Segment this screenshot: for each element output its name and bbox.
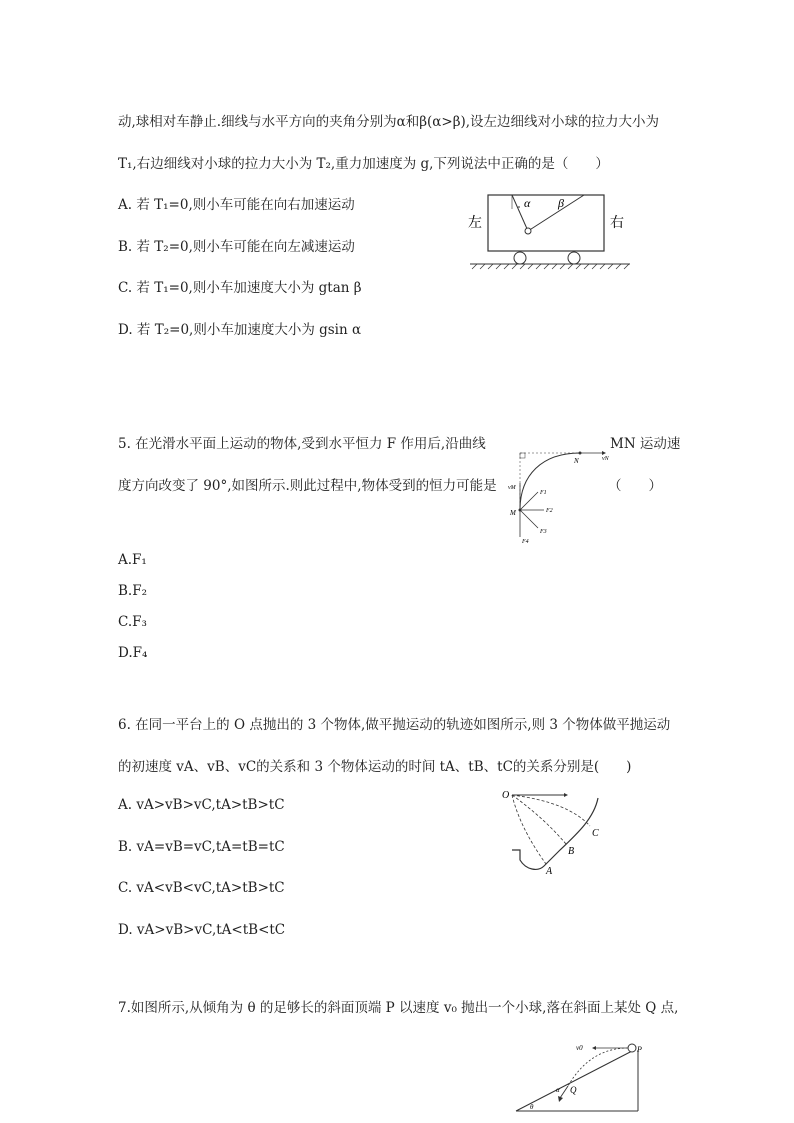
q6-option-a: A. vA>vB>vC,tA>tB>tC <box>118 797 285 813</box>
left-label: 左 <box>468 216 482 231</box>
v0-arrowhead <box>592 1046 596 1050</box>
q4-stem-line1: 动,球相对车静止.细线与水平方向的夹角分别为α和β(α>β),设左边细线对小球的拉力大小为 <box>118 114 660 130</box>
vn-arrowhead <box>602 451 606 455</box>
q5-option-c: C.F₃ <box>118 614 147 630</box>
q7-stem-line1: 7.如图所示,从倾角为 θ 的足够长的斜面顶端 P 以速度 v₀ 抛出一个小球,落在斜面上某处 Q 点, <box>118 1000 679 1016</box>
label-b: B <box>568 846 575 857</box>
q5-stem-line1a: 5. 在光滑水平面上运动的物体,受到水平恒力 F 作用后,沿曲线 <box>118 436 486 452</box>
q7-incline-figure <box>510 1036 650 1116</box>
label-f3: F3 <box>540 529 547 535</box>
q5-stem-line2a: 度方向改变了 90°,如图所示.则此过程中,物体受到的恒力可能是 <box>118 478 497 494</box>
trajectory-dash <box>568 1048 628 1086</box>
ball <box>525 228 531 234</box>
velocity-arrowhead <box>564 793 568 797</box>
label-theta: θ <box>530 1103 534 1111</box>
alpha-label: α <box>524 196 531 210</box>
q6-trajectory-figure <box>498 788 610 876</box>
label-f2: F2 <box>546 508 553 514</box>
label-vn: vN <box>602 456 609 462</box>
label-f1: F1 <box>540 490 547 496</box>
q5-option-b: B.F₂ <box>118 583 147 599</box>
q6-stem-line1: 6. 在同一平台上的 O 点抛出的 3 个物体,做平抛运动的轨迹如图所示,则 3 个物体做平抛运动 <box>118 717 671 733</box>
q4-option-a: A. 若 T₁=0,则小车可能在向右加速运动 <box>118 197 355 213</box>
right-angle-mark <box>520 453 525 458</box>
label-f4: F4 <box>522 539 529 545</box>
q5-option-a: A.F₁ <box>118 552 147 568</box>
wheel-left <box>514 252 526 264</box>
label-c: C <box>592 828 599 839</box>
label-q: Q <box>570 1085 577 1095</box>
incline-slope <box>516 1050 634 1111</box>
path-c <box>512 795 590 826</box>
f1-arrow <box>520 492 538 510</box>
label-o: O <box>502 790 510 801</box>
q6-option-b: B. vA=vB=vC,tA=tB=tC <box>118 839 285 855</box>
label-v0: v0 <box>576 1044 583 1052</box>
q6-option-c: C. vA<vB<vC,tA>tB>tC <box>118 880 285 896</box>
label-vm: vM <box>508 485 516 491</box>
q5-stem-line2b: （ ） <box>608 478 662 494</box>
right-string <box>528 195 584 231</box>
q4-option-c: C. 若 T₁=0,则小车加速度大小为 gtan β <box>118 280 362 296</box>
right-label: 右 <box>610 216 624 231</box>
label-a: A <box>546 866 553 876</box>
cart-body <box>488 195 604 251</box>
ball-p <box>628 1044 636 1052</box>
terrain-curve <box>512 798 598 869</box>
q5-option-d: D.F₄ <box>118 645 148 661</box>
q4-option-d: D. 若 T₂=0,则小车加速度大小为 gsin α <box>118 322 362 338</box>
ground-hatch <box>472 264 629 269</box>
q6-stem-line2: 的初速度 vA、vB、vC的关系和 3 个物体运动的时间 tA、tB、tC的关系分别是( ) <box>118 759 632 775</box>
label-m: M <box>510 509 516 517</box>
f3-arrow <box>520 510 538 528</box>
q5-stem-line1b: MN 运动速 <box>610 436 681 452</box>
point-n <box>579 452 582 455</box>
path-a <box>512 795 546 864</box>
beta-label: β <box>558 196 564 210</box>
q4-stem-line2: T₁,右边细线对小球的拉力大小为 T₂,重力加速度为 g,下列说法中正确的是（ ） <box>118 156 609 172</box>
wheel-right <box>568 252 580 264</box>
q4-cart-figure <box>460 185 640 275</box>
q5-curve-figure <box>502 445 612 545</box>
q4-option-b: B. 若 T₂=0,则小车可能在向左减速运动 <box>118 239 355 255</box>
q6-option-d: D. vA>vB>vC,tA<tB<tC <box>118 922 286 938</box>
label-n: N <box>574 457 579 465</box>
label-alpha: α <box>556 1086 560 1094</box>
label-p: P <box>637 1045 642 1054</box>
